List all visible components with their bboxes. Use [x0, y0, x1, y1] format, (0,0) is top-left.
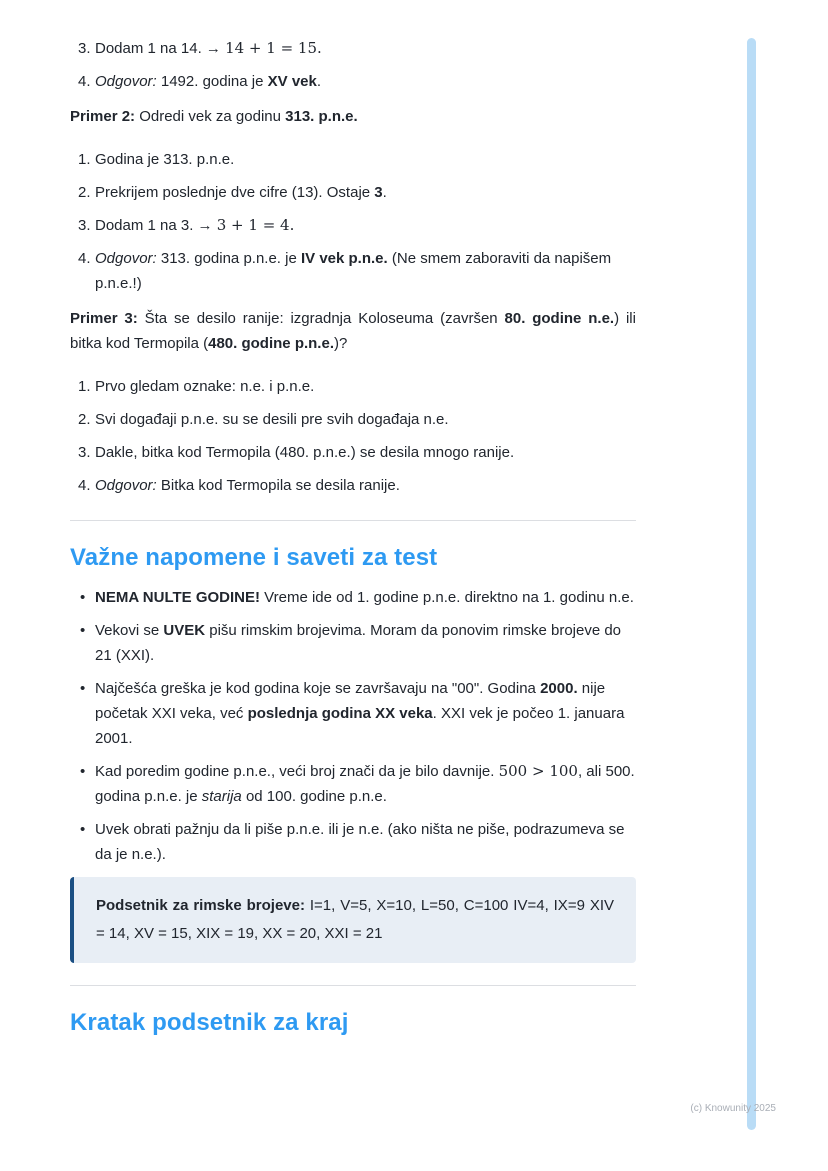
text-run: 1492. godina je	[156, 73, 268, 90]
text-run: Dodam 1 na 3. →	[95, 217, 217, 234]
text-run: XV vek	[267, 73, 317, 90]
list-item-text	[95, 585, 636, 610]
text-run: Odgovor:	[95, 73, 157, 90]
list-number: 2.	[78, 184, 91, 201]
text-run: Prvo gledam oznake: n.e. i p.n.e.	[95, 378, 315, 395]
section-heading: Kratak podsetnik za kraj	[70, 1009, 349, 1036]
list-item-text	[95, 36, 636, 61]
text-run: 3 + 1 = 4.	[216, 216, 295, 234]
numbered-list	[70, 147, 636, 296]
list-number: 3.	[78, 217, 91, 234]
text-run: .	[382, 184, 387, 201]
text-run: Prekrijem poslednje dve cifre (13). Ostaje	[95, 184, 375, 201]
list-item	[70, 213, 636, 238]
list-item-text	[95, 180, 636, 205]
list-item-text	[95, 407, 636, 432]
text-run: .	[316, 73, 322, 90]
section-heading: Važne napomene i saveti za test	[70, 544, 438, 571]
list-item	[70, 407, 636, 432]
text-run: Dodam 1 na 14. →	[95, 40, 226, 57]
text-run: Uvek obrati pažnju da li piše p.n.e. ili je n.e. (ako ništa ne piše, podrazumeva se da je n.e.).	[95, 821, 625, 863]
list-item-text	[95, 618, 636, 668]
list-number: 2.	[78, 411, 91, 428]
text-run: 2000.	[540, 680, 578, 697]
text-run: UVEK	[163, 622, 206, 639]
list-item	[70, 817, 636, 867]
paragraph	[70, 306, 636, 356]
list-item-text	[95, 213, 636, 238]
list-item	[70, 759, 636, 809]
numbered-list	[70, 374, 636, 498]
text-run: I=1, V=5, X=10, L=50, C=100 IV=4, IX=9 XIV = 14, XV = 15, XIX = 19, XX = 20, XXI = 21	[96, 897, 615, 942]
section-divider	[70, 520, 636, 521]
text-run: IV vek p.n.e.	[300, 250, 388, 267]
text-run: Najčešća greška je kod godina koje se završavaju na "00". Godina	[95, 680, 541, 697]
text-run: starija	[201, 788, 242, 805]
text-run: Primer 2:	[70, 108, 136, 125]
text-run: Kad poredim godine p.n.e., veći broj znači da je bilo davnije.	[95, 763, 499, 780]
text-run: od 100. godine p.n.e.	[241, 788, 387, 805]
text-run: Odredi vek za godinu	[135, 108, 286, 125]
list-item	[70, 69, 636, 94]
text-run: NEMA NULTE GODINE!	[95, 589, 260, 606]
list-item-text	[95, 440, 636, 465]
list-item	[70, 585, 636, 610]
list-item	[70, 473, 636, 498]
callout-box	[70, 877, 636, 963]
list-item	[70, 374, 636, 399]
text-run: . XXI vek je počeo 1. januara 2001.	[95, 705, 625, 747]
text-run: Šta se desilo ranije: izgradnja Koloseuma (završen	[137, 310, 505, 327]
list-item-text	[95, 374, 636, 399]
list-item	[70, 36, 636, 61]
text-run: 14 + 1 = 15.	[225, 39, 322, 57]
list-item	[70, 676, 636, 751]
text-run: )?	[333, 335, 348, 352]
list-number: 3.	[78, 444, 91, 461]
list-item-text	[95, 759, 636, 809]
list-number: 1.	[78, 151, 91, 168]
text-run: ) ili bitka kod Termopila (	[70, 310, 636, 352]
text-run: Dakle, bitka kod Termopila (480. p.n.e.) se desila mnogo ranije.	[95, 444, 515, 461]
list-number: 4.	[78, 250, 91, 267]
text-run: Vekovi se	[95, 622, 164, 639]
bulleted-list	[70, 585, 636, 867]
list-item-text	[95, 69, 636, 94]
text-run: Primer 3:	[70, 310, 138, 327]
text-run: 313. p.n.e.	[285, 108, 358, 125]
callout-text	[96, 892, 614, 948]
list-item	[70, 440, 636, 465]
list-item	[70, 246, 636, 296]
list-item-text	[95, 147, 636, 172]
bullet-icon: •	[80, 821, 86, 838]
list-number: 4.	[78, 73, 91, 90]
text-run: Bitka kod Termopila se desila ranije.	[156, 477, 400, 494]
text-run: 3	[374, 184, 383, 201]
list-item-text	[95, 473, 636, 498]
text-run: 500 > 100	[498, 762, 578, 780]
numbered-list	[70, 36, 636, 94]
bullet-icon: •	[80, 763, 86, 780]
bullet-icon: •	[80, 589, 86, 606]
list-item	[70, 618, 636, 668]
text-run: poslednja godina XX veka	[247, 705, 433, 722]
document-content	[70, 36, 636, 1050]
text-run: 313. godina p.n.e. je	[156, 250, 301, 267]
list-number: 1.	[78, 378, 91, 395]
list-item	[70, 147, 636, 172]
text-run: Vreme ide od 1. godine p.n.e. direktno na 1. godinu n.e.	[260, 589, 634, 606]
list-number: 4.	[78, 477, 91, 494]
list-item-text	[95, 817, 636, 867]
list-item	[70, 180, 636, 205]
bullet-icon: •	[80, 680, 86, 697]
watermark: (c) Knowunity 2025	[690, 1103, 776, 1114]
text-run: pišu rimskim brojevima. Moram da ponovim rimske brojeve do 21 (XXI).	[95, 622, 622, 664]
text-run: 480. godine p.n.e.	[208, 335, 334, 352]
list-number: 3.	[78, 40, 91, 57]
text-run: nije početak XXI veka, već	[95, 680, 606, 722]
text-run: Svi događaji p.n.e. su se desili pre svih događaja n.e.	[95, 411, 449, 428]
bullet-icon: •	[80, 622, 86, 639]
text-run: Odgovor:	[95, 477, 157, 494]
text-run: (Ne smem zaboraviti da napišem p.n.e.!)	[95, 250, 612, 292]
scrollbar[interactable]	[747, 38, 756, 1130]
text-run: , ali 500. godina p.n.e. je	[95, 763, 635, 805]
list-item-text	[95, 246, 636, 296]
list-item-text	[95, 676, 636, 751]
text-run: Godina je 313. p.n.e.	[95, 151, 235, 168]
paragraph	[70, 104, 636, 129]
text-run: Podsetnik za rimske brojeve:	[96, 897, 305, 914]
section-divider	[70, 985, 636, 986]
text-run: Odgovor:	[95, 250, 157, 267]
text-run: 80. godine n.e.	[504, 310, 615, 327]
